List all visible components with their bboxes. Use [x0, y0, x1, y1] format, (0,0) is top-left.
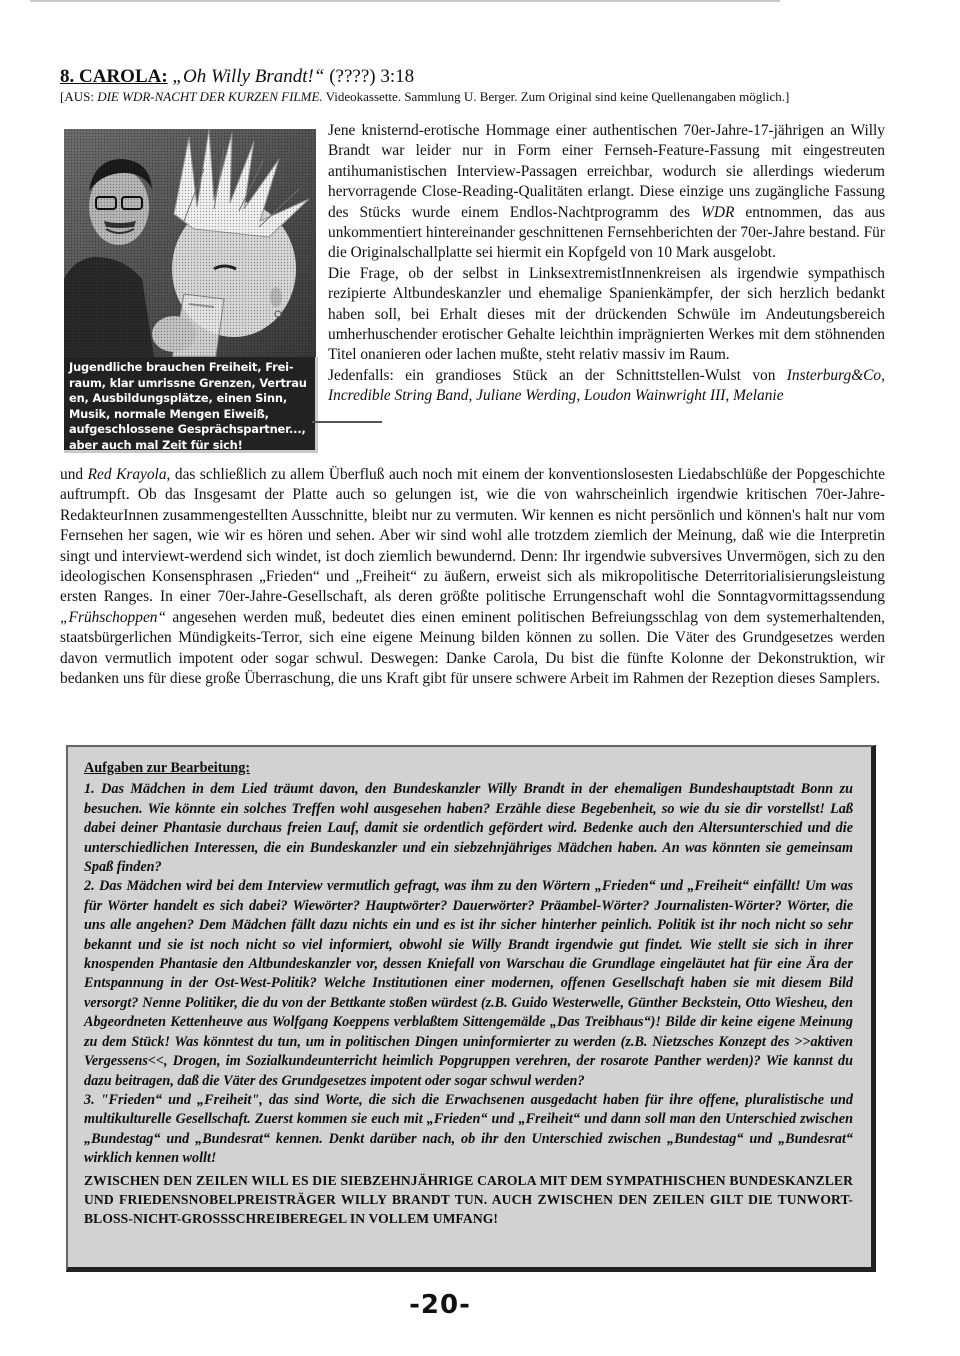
caption-line: aufgeschlossene Gesprächspartner...,	[69, 422, 306, 436]
song-title: „Oh Willy Brandt!“	[172, 66, 325, 87]
article-paragraph	[328, 121, 885, 264]
article-body	[60, 465, 885, 689]
paragraph-text: Jene knisternd-erotische Hommage einer authentischen 70er-Jahre-17-jährigen an Willy Brandt war leider nur in Form einer Fernseh-Feature-Fassung mit eingestreuten antihumanistischen Interview-Passagen erreichbar, wodurch sie allerdings wiederum hervorragende Close-Reading-Qualitäten erlangt. Diese einzige uns zugängliche Fassung des Stücks wurde einem Endlos-Nachtprogramm des	[328, 122, 885, 221]
tasks-box	[66, 745, 876, 1272]
wdr-name: WDR	[701, 203, 735, 221]
tasks-title: Aufgaben zur Bearbeitung:	[84, 760, 251, 776]
punk-girl-photo	[64, 129, 316, 357]
caption-line: raum, klar umrissne Grenzen, Vertrau	[69, 375, 307, 390]
photo-box	[60, 125, 318, 455]
track-number: 8. CAROLA:	[60, 66, 168, 87]
caption-rule	[312, 421, 382, 423]
paragraph-text: , das schließlich zu allem Überfluß auch noch mit einem der konventionslosesten Liedabschlüße der Popgeschichte auftrumpft. Ob das Insgesamt der Platte auch so gelungen ist, wie die von wahrscheinlich irgendwie kritischen 70er-Jahre-RedakteurInnen zusammengestellten Ausschnitte, bleibt nur zu vermuten. Wir kennen es nicht persönlich und können's halt nur vom Fernsehen her sagen, wie wir es hören und sehen. Aber wir sind wohl alle trotzdem ziemlich der Meinung, daß wie die Interpretin singt und interviewt-werdend sich windet, ist doch ziemlich bewundernd. Denn: Ihr irgendwie subversives Unvermögen, sich zu den ideologischen Konsensphrasen „Frieden“ und „Freiheit“ zu äußern, erweist sich als mikropolitische Deterritorialisierungsleistung ersten Ranges. In einer 70er-Jahre-Gesellschaft, als deren größte politische Errungenschaft wohl die Sonntagvormittagssendung	[60, 466, 885, 606]
caption-line: aber auch mal Zeit für sich!	[69, 437, 243, 452]
closing-statement: ZWISCHEN DEN ZEILEN WILL ES DIE SIEBZEHNJÄHRIGE CAROLA MIT DEM SYMPATHISCHEN BUNDESKANZLER UND FRIEDENSNOBELPREISTRÄGER WILLY BRANDT TUN. AUCH ZWISCHEN DEN ZEILEN GILT DIE TUNWORT-BLOSS-NICHT-GROSSSCHREIBEREGEL IN VOLLEM UMFANG!	[84, 1172, 853, 1226]
track-header	[60, 66, 890, 105]
task-item: 2. Das Mädchen wird bei dem Interview vermutlich gefragt, was ihm zu den Wörtern „Frieden“ und „Freiheit“ einfällt! Um was für Wörter handelt es sich dabei? Wiewörter? Hauptwörter? Dauerwörter? Präambel-Wörter? Journalisten-Wörter? Wörter, die uns alle angehen? Dem Mädchen fällt dazu nichts ein und es ist ihr sicher hinterher peinlich. Politik ist ihr noch nicht so sehr bekannt und sie ist noch nicht so viel informiert, obwohl sie Willy Brandt irgendwie gut findet. Wie stellt sie sich in ihrer knospenden Phantasie den Altbundeskanzler vor, dessen Kniefall von Warschau die Grundlage eingeläutet hat für eine Ära der Entspannung in der Ost-West-Politik? Welche Institutionen einer modernen, offenen Gesellschaft haben sie mit diesem Bild versorgt? Nenne Politiker, die du von der Bettkante stoßen würdest (z.B. Guido Westerwelle, Günther Beckstein, Otto Wiesheu, den Abgeordneten Kettenheuve aus Wolfgang Koeppens verblaßtem Sittengemälde „Das Treibhaus“)! Bilde dir keine eigene Meinung zu dem Stück! Was könntest du tun, um in politischen Dingen uninformierter zu werden (z.B. Nietzsches Konzept des >>aktiven Vergessens<<, Drogen, im Sozialkundeunterricht heimlich Popgruppen verehren, der rosarote Panther werden)? Wie kannst du dazu beitragen, daß die Väter des Grundgesetzes impotent oder sogar schwul werden?	[84, 878, 853, 1089]
track-duration: (????) 3:18	[329, 66, 415, 87]
paragraph-text: entnommen, das aus unkommentiert hintereinander geschnittenen Fernsehberichten der 70er-Jahre bestand. Für die Originalschallplatte sei hiermit ein Kopfgeld von 10 Mark ausgelobt.	[328, 203, 885, 262]
paragraph-text: Die Frage, ob der selbst in LinksextremistInnenkreisen als irgendwie sympathisch rezipierte Altbundeskanzler und ehemalige Spanienkämpfer, der sich herzlich bedankt haben soll, bei Erhalt dieses mit der drückenden Schwüle im Andeutungsbereich umherhuschender erotischer Gehalte leichthin imprägnierten Werkes mit dem stöhnenden Titel onanieren oder lachen mußte, steht relativ massiv im Raum.	[328, 264, 885, 364]
paragraph-text: Jedenfalls: ein grandioses Stück an der Schnittstellen-Wulst von	[328, 366, 776, 384]
task-item: 3. "Frieden“ und „Freiheit", das sind Worte, die sich die Erwachsenen ausgedacht haben für ihre offene, pluralistische und multikulturelle Gesellschaft. Zuerst kommen sie euch mit „Frieden“ und „Freiheit“ und dann soll man den Unterschied zwischen „Bundestag“ und „Bundesrat“ kennen. Denkt darüber nach, ob ihr den Unterschied zwischen „Bundestag“ und „Bundesrat“ wirklich kennen wollt!	[84, 1091, 853, 1167]
page-number: -20-	[409, 1290, 471, 1320]
photo-caption	[64, 357, 318, 453]
top-rule	[30, 0, 780, 2]
task-item: 1. Das Mädchen in dem Lied träumt davon, den Bundeskanzler Willy Brandt in der ehemaligen Bundeshauptstadt Bonn zu besuchen. Wie könnte ein solches Treffen wohl ausgesehen haben? Erzähle diese Begebenheit, so wie du sie dir vorstellst! Laß dabei deiner Phantasie durchaus freien Lauf, damit sie ordentlich gefördert wird. Bedenke auch den Altersunterschied und die unterschiedlichen Interessen, die ein Bundeskanzler und ein siebzehnjähriges Mädchen haben. An was könnten sie gemeinsam Spaß finden?	[84, 781, 853, 876]
caption-line: Jugendliche brauchen Freiheit, Frei-	[69, 360, 294, 374]
article-paragraph	[328, 264, 885, 366]
source-note	[60, 89, 890, 105]
article-column	[328, 121, 885, 407]
show-title: „Frühschoppen“	[60, 608, 167, 626]
source-details: Videokassette. Sammlung U. Berger. Zum Original sind keine Quellenangaben möglich.]	[325, 89, 790, 104]
artist-list: Insterburg&Co, Incredible String Band, Juliane Werding, Loudon Wainwright III, Melanie	[328, 366, 885, 405]
source-title: DIE WDR-NACHT DER KURZEN FILME.	[97, 89, 323, 104]
article-paragraph	[60, 465, 885, 689]
caption-line: en, Ausbildungsplätze, einen Sinn,	[69, 391, 288, 405]
track-title	[60, 66, 890, 88]
artist-name: Red Krayola	[87, 466, 167, 483]
source-prefix: [AUS:	[60, 89, 94, 104]
caption-line: Musik, normale Mengen Eiweiß,	[69, 406, 269, 421]
article-paragraph	[328, 366, 885, 407]
paragraph-text: und	[60, 466, 84, 483]
paragraph-text: angesehen werden muß, bedeutet dies einen eminent politischen Befreiungsschlag von dem systemerhaltenden, staatsbürgerlichen Mündigkeits-Terror, sich eine eigene Meinung bilden können zu sollen. Die Väter des Grundgesetzes werden davon vermutlich impotent oder sogar schwul. Deswegen: Danke Carola, Du bist die fünfte Kolonne der Dekonstruktion, wir bedanken uns für diese große Überraschung, die uns Kraft gibt für unsere schwere Arbeit im Rahmen der Rezeption dieses Samplers.	[60, 608, 885, 688]
